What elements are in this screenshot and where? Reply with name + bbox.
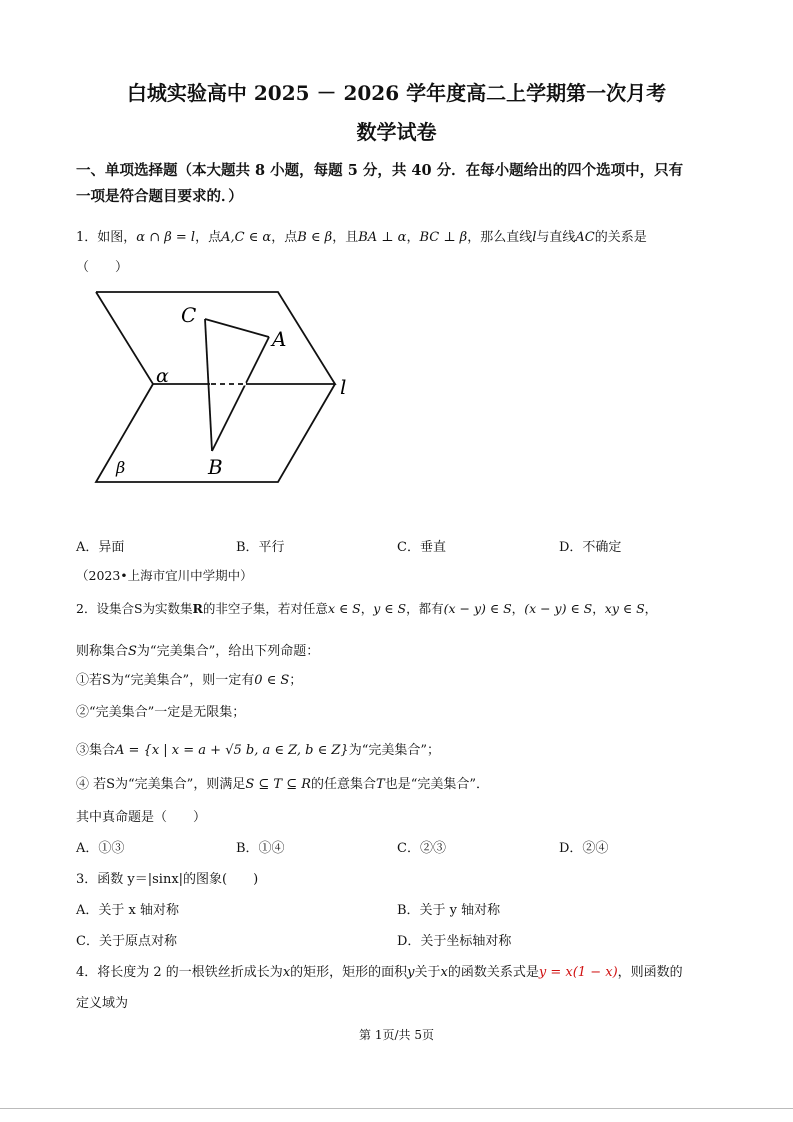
q2-text: ； <box>289 673 303 688</box>
q3-option-d[interactable]: D．关于坐标轴对称 <box>397 934 512 949</box>
q2-text: 2．设集合S为实数集 <box>76 601 193 616</box>
q1-text: 的关系是 <box>594 230 647 245</box>
q1-text: ，且 <box>332 230 359 245</box>
q4-stem <box>76 961 683 980</box>
q1-source: （2023•上海市宜川中学期中） <box>76 568 253 583</box>
q2-item-1 <box>76 669 302 688</box>
q1-text: 1．如图， <box>76 230 137 245</box>
q2-text: ①若S为“完美集合”，则一定有 <box>76 673 255 688</box>
q2-option-c[interactable]: C．②③ <box>397 841 446 856</box>
label-l: l <box>340 375 347 399</box>
q4-text: ，则函数的 <box>617 965 683 980</box>
q2-text: 为“完美集合”； <box>348 743 440 758</box>
q4-text: 4．将长度为 2 的一根铁丝折成长为 <box>76 965 283 980</box>
q3-option-b[interactable]: B．关于 y 轴对称 <box>397 903 501 918</box>
q1-option-d[interactable]: D．不确定 <box>559 540 622 555</box>
q2-math: T <box>376 777 385 792</box>
q4-text: 关于 <box>414 965 441 980</box>
q1-text: 与直线 <box>536 230 576 245</box>
q2-math: S <box>128 644 137 659</box>
bottom-divider <box>0 1108 793 1109</box>
label-b: B <box>208 455 223 479</box>
exam-title: 白城实验高中 2025 － 2026 学年度高二上学期第一次月考 <box>126 81 667 105</box>
q2-option-b[interactable]: B．①④ <box>236 841 285 856</box>
q1-stem <box>76 226 647 245</box>
q2-definition <box>76 640 319 659</box>
q4-text: 的函数关系式是 <box>447 965 539 980</box>
q4-text: 的矩形，矩形的面积 <box>290 965 408 980</box>
q1-option-c[interactable]: C．垂直 <box>397 540 446 555</box>
q2-text: 的任意集合 <box>311 777 377 792</box>
q2-text: ，都有 <box>406 601 444 616</box>
q2-stem <box>76 599 657 617</box>
q2-math: A = {x | x = a + √5 b, a ∈ Z, b ∈ Z} <box>115 743 349 758</box>
q1-math: l <box>532 230 537 245</box>
q2-math: (x − y) ∈ S <box>524 601 593 616</box>
triangle-side-ab <box>212 337 269 451</box>
q2-text: 则称集合 <box>76 644 129 659</box>
section-heading-line2: 一项是符合题目要求的．） <box>76 188 243 205</box>
q2-item-3 <box>76 739 440 758</box>
section-heading-line1: 一、单项选择题（本大题共 8 小题，每题 5 分，共 40 分．在每小题给出的四个选项中，只有 <box>76 162 684 179</box>
label-beta: β <box>116 458 126 477</box>
q1-math: BC ⊥ β <box>419 230 468 245</box>
q2-math: S ⊆ T ⊆ R <box>245 777 312 792</box>
q4-line2: 定义域为 <box>76 996 129 1011</box>
q2-math: 0 ∈ S <box>254 673 290 688</box>
q2-text: ， <box>511 601 525 616</box>
q2-text: ， <box>360 601 374 616</box>
q1-text: ，点 <box>195 230 222 245</box>
q2-real-set-symbol: R <box>192 601 203 616</box>
q1-math: α ∩ β = l <box>136 230 196 245</box>
q2-math: x ∈ S <box>327 601 361 616</box>
q1-figure <box>88 286 358 492</box>
q2-item-2: ②“完美集合”一定是无限集； <box>76 705 246 720</box>
triangle-side-ca <box>205 319 269 337</box>
q1-math: B ∈ β <box>297 230 333 245</box>
q2-text: 也是“完美集合”． <box>384 777 490 792</box>
q2-math: xy ∈ S <box>604 601 645 616</box>
q1-math: A,C ∈ α <box>221 230 272 245</box>
q2-option-a[interactable]: A．①③ <box>76 841 125 856</box>
q1-math: BA ⊥ α <box>358 230 407 245</box>
label-alpha: α <box>156 365 169 387</box>
q2-math: (x − y) ∈ S <box>443 601 512 616</box>
q2-option-d[interactable]: D．②④ <box>559 841 609 856</box>
plane-alpha-outline <box>96 292 335 384</box>
q1-option-a[interactable]: A．异面 <box>76 540 125 555</box>
q2-item-4 <box>76 773 489 792</box>
label-c: C <box>181 303 197 327</box>
label-a: A <box>272 327 287 351</box>
q4-function-formula: y = x(1 − x) <box>538 965 618 980</box>
q4-math: x <box>440 965 448 980</box>
q3-stem: 3．函数 y＝|sinx|的图象( ) <box>76 872 259 887</box>
q2-text: 为“完美集合”，给出下列命题： <box>136 644 320 659</box>
section-heading <box>76 158 736 210</box>
q2-ask: 其中真命题是（ ） <box>76 810 207 825</box>
q1-option-b[interactable]: B．平行 <box>236 540 285 555</box>
q2-text: ， <box>592 601 605 616</box>
q2-text: ， <box>644 601 658 616</box>
q4-math: y <box>407 965 415 980</box>
exam-subtitle: 数学试卷 <box>356 120 437 144</box>
q1-text: ，点 <box>271 230 298 245</box>
q1-text: ， <box>406 230 420 245</box>
q1-text: ，那么直线 <box>467 230 533 245</box>
page-number: 第 1页/共 5页 <box>359 1028 434 1042</box>
q2-math: y ∈ S <box>373 601 407 616</box>
q2-text: 的非空子集，若对任意 <box>202 601 328 616</box>
q4-math: x <box>282 965 291 980</box>
q2-text: ④ 若S为“完美集合”，则满足 <box>76 777 246 792</box>
q1-paren: （ ） <box>76 260 129 275</box>
q3-option-a[interactable]: A．关于 x 轴对称 <box>76 903 179 918</box>
q1-math: AC <box>575 230 595 245</box>
q3-option-c[interactable]: C．关于原点对称 <box>76 934 177 949</box>
q2-text: ③集合 <box>76 743 116 758</box>
